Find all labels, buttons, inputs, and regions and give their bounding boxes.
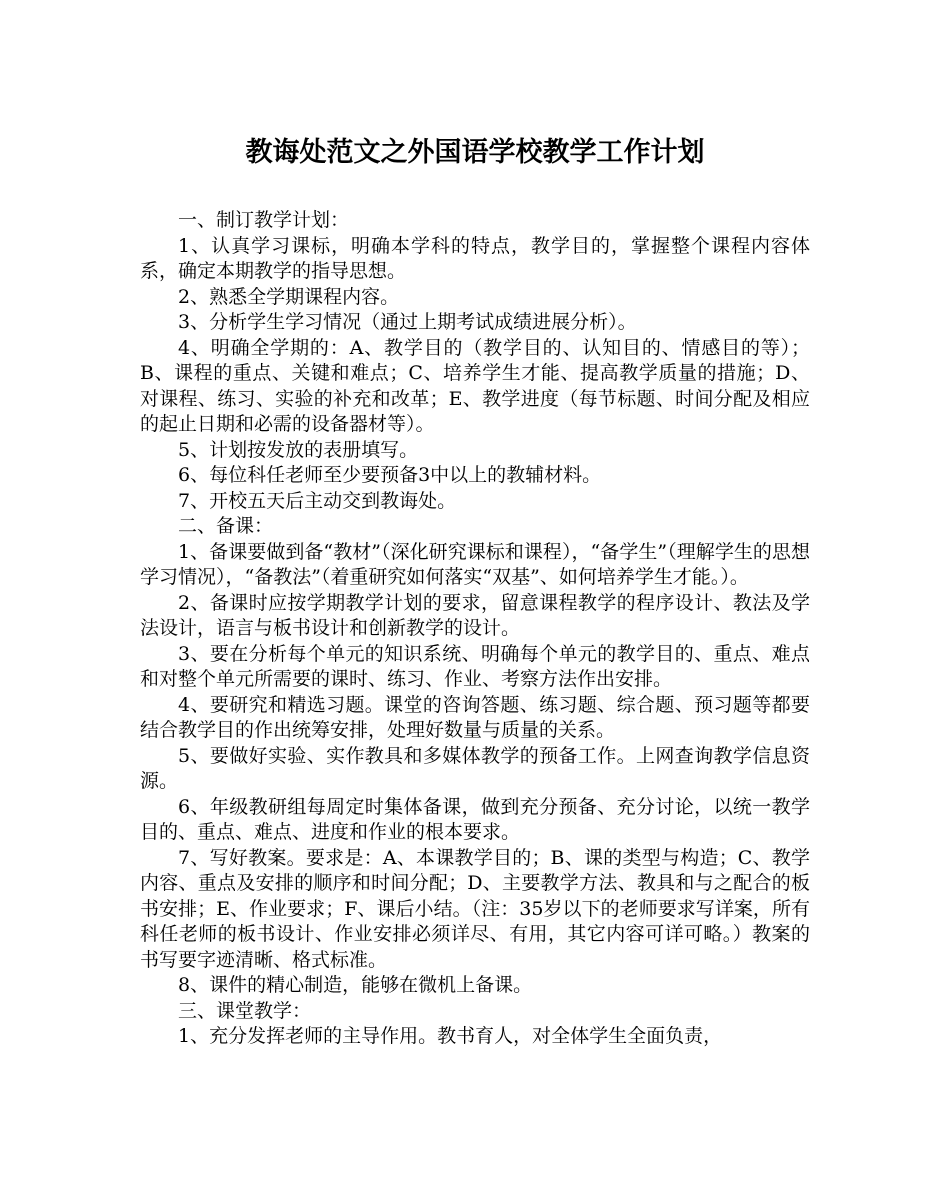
- paragraph: 5、计划按发放的表册填写。: [178, 438, 419, 461]
- paragraph: 7、写好教案。要求是：A、本课教学目的；B、课的类型与构造；C、教学内容、重点及安排的顺序和时间分配；D、主要教学方法、教具和与之配合的板书安排；E、作业要求；F、课后小结。（注：35岁以下的老师要求写详案，所有科任老师的板书设计、作业安排必须详尽、有用，其它内容可详可略。）教案的书写要字迹清晰、格式标准。: [140, 846, 810, 971]
- section-heading-classroom: 三、课堂教学：: [178, 999, 312, 1022]
- paragraph: 8、课件的精心制造，能够在微机上备课。: [178, 974, 533, 996]
- document-body: [140, 208, 810, 1050]
- paragraph: 7、开校五天后主动交到教诲处。: [178, 489, 457, 512]
- paragraph: 3、分析学生学习情况（通过上期考试成绩进展分析）。: [178, 311, 637, 333]
- paragraph: 6、每位科任老师至少要预备3中以上的教辅材料。: [178, 464, 602, 486]
- paragraph: 1、备课要做到备“教材”（深化研究课标和课程），“备学生”（理解学生的思想学习情况），“备教法”（着重研究如何落实“双基”、如何培养学生才能。）。: [140, 540, 810, 588]
- section-heading-plan: 一、制订教学计划：: [178, 209, 350, 231]
- paragraph: 1、充分发挥老师的主导作用。教书育人，对全体学生全面负责，: [178, 1025, 723, 1047]
- paragraph: 4、要研究和精选习题。课堂的咨询答题、练习题、综合题、预习题等都要结合教学目的作出统筹安排，处理好数量与质量的关系。: [140, 693, 810, 741]
- paragraph: 4、明确全学期的：A、教学目的（教学目的、认知目的、情感目的等）；B、课程的重点、关键和难点；C、培养学生才能、提高教学质量的措施；D、对课程、练习、实验的补充和改革；E、教学进度（每节标题、时间分配及相应的起止日期和必需的设备器材等）。: [140, 336, 810, 435]
- paragraph: 2、熟悉全学期课程内容。: [178, 285, 400, 308]
- paragraph: 2、备课时应按学期教学计划的要求，留意课程教学的程序设计、教法及学法设计，语言与板书设计和创新教学的设计。: [140, 591, 810, 639]
- paragraph: 3、要在分析每个单元的知识系统、明确每个单元的教学目的、重点、难点和对整个单元所需要的课时、练习、作业、考察方法作出安排。: [140, 642, 810, 690]
- section-heading-lesson-prep: 二、备课：: [178, 515, 274, 537]
- paragraph: 5、要做好实验、实作教具和多媒体教学的预备工作。上网查询教学信息资源。: [140, 744, 810, 792]
- paragraph: 6、年级教研组每周定时集体备课，做到充分预备、充分讨论，以统一教学目的、重点、难点、进度和作业的根本要求。: [140, 795, 810, 843]
- document-title: 教诲处范文之外国语学校教学工作计划: [245, 137, 705, 168]
- paragraph: 1、认真学习课标，明确本学科的特点，教学目的，掌握整个课程内容体系，确定本期教学的指导思想。: [140, 234, 810, 282]
